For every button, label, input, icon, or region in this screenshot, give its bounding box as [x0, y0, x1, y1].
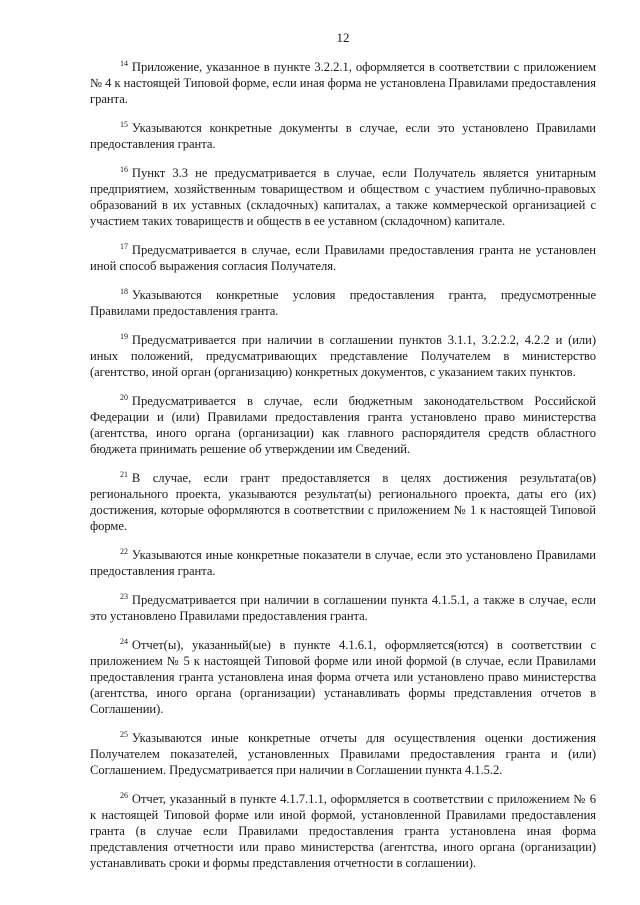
footnote-number: 26	[120, 791, 128, 800]
footnote	[90, 332, 596, 380]
footnote-text: Указываются иные конкретные отчеты для осуществления оценки достижения Получателем показателей, установленных Правилами предоставления гранта и (или) Соглашением. Предусматривается при наличии в Соглашении пункта 4.1.5.2.	[90, 731, 596, 777]
footnote-text: Предусматривается при наличии в соглашении пункта 4.1.5.1, а также в случае, если это установлено Правилами предоставления гранта.	[90, 593, 596, 623]
footnote-number: 18	[120, 287, 128, 296]
footnote	[90, 547, 596, 579]
footnote-number: 16	[120, 165, 128, 174]
footnote-text: Указываются иные конкретные показатели в случае, если это установлено Правилами предоставления гранта.	[90, 548, 596, 578]
footnote-text: Пункт 3.3 не предусматривается в случае, если Получатель является унитарным предприятием, хозяйственным товариществом и обществом с участием публично-правовых образований в их уставных (складочных) капиталах, а также коммерческой организацией с участием таких товариществ и обществ в ее уставном (складочном) капитале.	[90, 166, 596, 228]
footnote-text: Предусматривается в случае, если Правилами предоставления гранта не установлен иной способ выражения согласия Получателя.	[90, 243, 596, 273]
footnote	[90, 637, 596, 717]
footnote	[90, 165, 596, 229]
footnote	[90, 287, 596, 319]
footnote-text: Предусматривается в случае, если бюджетным законодательством Российской Федерации и (или) Правилами предоставления гранта установлено право министерства (агентства, иного органа (организации) как главного распорядителя средств областного бюджета принимать решение об утверждении им Сведений.	[90, 394, 596, 456]
footnote	[90, 59, 596, 107]
footnote-text: Указываются конкретные условия предоставления гранта, предусмотренные Правилами предоставления гранта.	[90, 288, 596, 318]
footnote-text: В случае, если грант предоставляется в целях достижения результата(ов) регионального проекта, указываются результат(ы) регионального проекта, даты его (их) достижения, которые оформляются в соответствии с приложением № 1 к настоящей Типовой форме.	[90, 471, 596, 533]
footnote	[90, 120, 596, 152]
footnote-number: 20	[120, 393, 128, 402]
footnote	[90, 242, 596, 274]
footnote-number: 21	[120, 470, 128, 479]
footnote-number: 24	[120, 637, 128, 646]
footnote-number: 14	[120, 59, 128, 68]
footnote-text: Приложение, указанное в пункте 3.2.2.1, оформляется в соответствии с приложением № 4 к настоящей Типовой форме, если иная форма не установлена Правилами предоставления гранта.	[90, 60, 596, 106]
footnote-text: Отчет, указанный в пункте 4.1.7.1.1, оформляется в соответствии с приложением № 6 к настоящей Типовой форме или иной формой, установленной Правилами предоставления гранта (в случае если Правилами предоставления гранта установлена иная форма представления отчетности или право министерства (агентства, иного органа (организации) устанавливать сроки и формы представления отчетности в соглашении).	[90, 792, 596, 870]
footnote-number: 15	[120, 120, 128, 129]
footnote-text: Отчет(ы), указанный(ые) в пункте 4.1.6.1, оформляется(ются) в соответствии с приложением № 5 к настоящей Типовой форме или иной формой (в случае, если Правилами предоставления гранта установлена иная форма отчета или установлено право министерства (агентства, иного органа (организации) устанавливать формы представления отчетов в Соглашении).	[90, 638, 596, 716]
footnote	[90, 470, 596, 534]
footnote	[90, 393, 596, 457]
footnotes-list	[90, 59, 596, 884]
page-number: 12	[336, 30, 350, 45]
footnote-number: 23	[120, 592, 128, 601]
footnote-text: Указываются конкретные документы в случае, если это установлено Правилами предоставления гранта.	[90, 121, 596, 151]
footnote	[90, 730, 596, 778]
footnote-number: 19	[120, 332, 128, 341]
footnote	[90, 592, 596, 624]
footnote-number: 17	[120, 242, 128, 251]
footnote-number: 22	[120, 547, 128, 556]
footnote-text: Предусматривается при наличии в соглашении пунктов 3.1.1, 3.2.2.2, 4.2.2 и (или) иных положений, предусматривающих представление Получателем в министерство (агентство, иной орган (организацию) конкретных документов, с указанием таких пунктов.	[90, 333, 596, 379]
footnote-number: 25	[120, 730, 128, 739]
footnote	[90, 791, 596, 871]
